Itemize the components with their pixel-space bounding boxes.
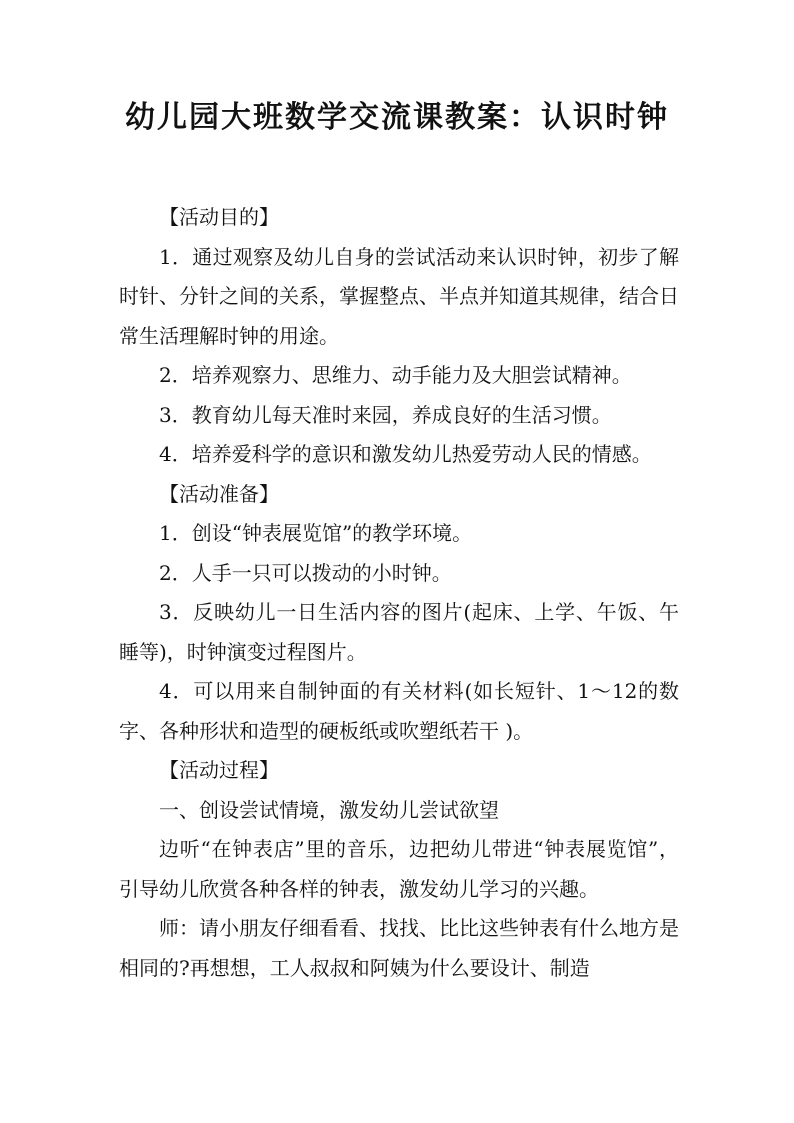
preparation-4: 4．可以用来自制钟面的有关材料(如长短针、1～12的数字、各种形状和造型的硬板纸或吹塑纸若干 )。 — [119, 679, 679, 743]
section-heading-objectives: 【活动目的】 — [159, 205, 279, 229]
objective-4: 4．培养爱科学的意识和激发幼儿热爱劳动人民的情感。 — [159, 442, 652, 466]
objective-1: 1．通过观察及幼儿自身的尝试活动来认识时钟，初步了解时针、分针之间的关系，掌握整点、半点并知道其规律，结合日常生活理解时钟的用途。 — [119, 244, 679, 348]
preparation-3: 3．反映幼儿一日生活内容的图片(起床、上学、午饭、午睡等)，时钟演变过程图片。 — [119, 600, 679, 664]
section-heading-preparation: 【活动准备】 — [159, 481, 279, 506]
preparation-1: 1．创设“钟表展览馆”的教学环境。 — [159, 521, 473, 545]
document-body — [119, 198, 679, 988]
objective-2: 2．培养观察力、思维力、动手能力及大胆尝试精神。 — [159, 363, 632, 387]
objective-3: 3．教育幼儿每天准时来园，养成良好的生活习惯。 — [159, 402, 612, 427]
process-paragraph-1: 边听“在钟表店”里的音乐，边把幼儿带进“钟表展览馆”，引导幼儿欣赏各种各样的钟表，激发幼儿学习的兴趣。 — [119, 837, 679, 901]
section-heading-process: 【活动过程】 — [159, 758, 279, 782]
preparation-2: 2．人手一只可以拨动的小时钟。 — [159, 560, 452, 585]
process-paragraph-2: 师：请小朋友仔细看看、找找、比比这些钟表有什么地方是相同的?再想想，工人叔叔和阿姨为什么要设计、制造 — [119, 916, 679, 980]
document-title: 幼儿园大班数学交流课教案：认识时钟 — [125, 100, 669, 135]
process-step-1-heading: 一、创设尝试情境，激发幼儿尝试欲望 — [159, 797, 499, 822]
